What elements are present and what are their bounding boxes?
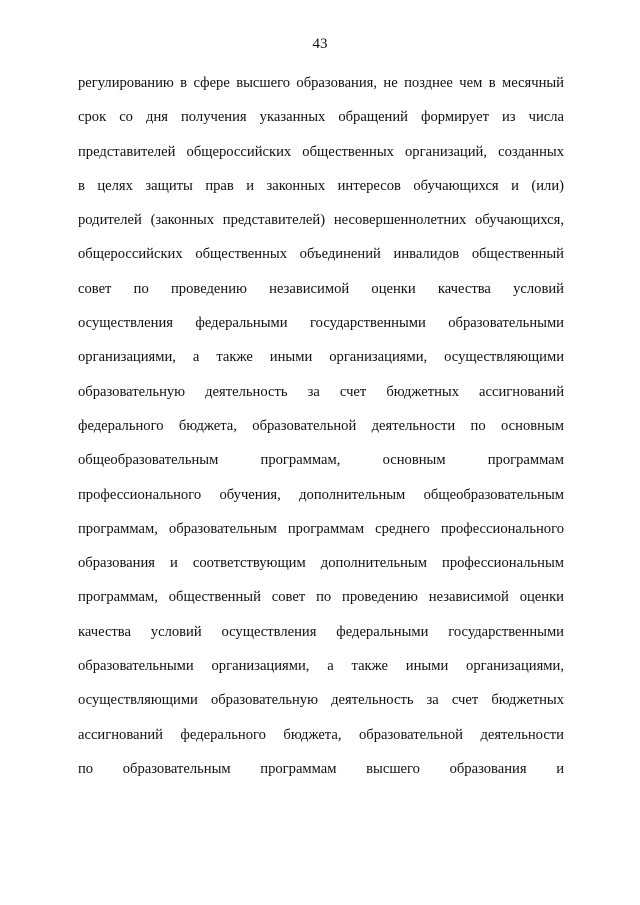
text-line: федерального бюджета, образовательной деятельности по основным [78,417,564,434]
text-line: общеобразовательным программам, основным программам [78,452,564,469]
body-text [78,66,564,786]
text-line: образования и соответствующим дополнительным профессиональным [78,555,564,572]
text-line: организациями, а также иными организациями, осуществляющими [78,349,564,366]
text-line: представителей общероссийских общественных организаций, созданных [78,143,564,160]
text-line: осуществления федеральными государственными образовательными [78,315,564,332]
text-line: программам, образовательным программам среднего профессионального [78,520,564,537]
text-line: родителей (законных представителей) несовершеннолетних обучающихся, [78,212,564,229]
text-line: осуществляющими образовательную деятельность за счет бюджетных [78,692,564,709]
text-line: программам, общественный совет по проведению независимой оценки [78,589,564,606]
page-number: 43 [312,36,328,52]
text-line: качества условий осуществления федеральными государственными [78,623,564,640]
text-line: образовательную деятельность за счет бюджетных ассигнований [78,383,564,400]
text-line: общероссийских общественных объединений инвалидов общественный [78,246,564,263]
text-line: в целях защиты прав и законных интересов обучающихся и (или) [78,177,564,194]
text-line: ассигнований федерального бюджета, образовательной деятельности [78,726,564,743]
text-line: профессионального обучения, дополнительным общеобразовательным [78,486,564,503]
text-line: по образовательным программам высшего образования и [78,760,564,777]
text-line: совет по проведению независимой оценки качества условий [78,280,564,297]
text-line: срок со дня получения указанных обращений формирует из числа [78,109,564,126]
text-line: образовательными организациями, а также иными организациями, [78,658,564,675]
text-line: регулированию в сфере высшего образования, не позднее чем в месячный [78,75,564,91]
